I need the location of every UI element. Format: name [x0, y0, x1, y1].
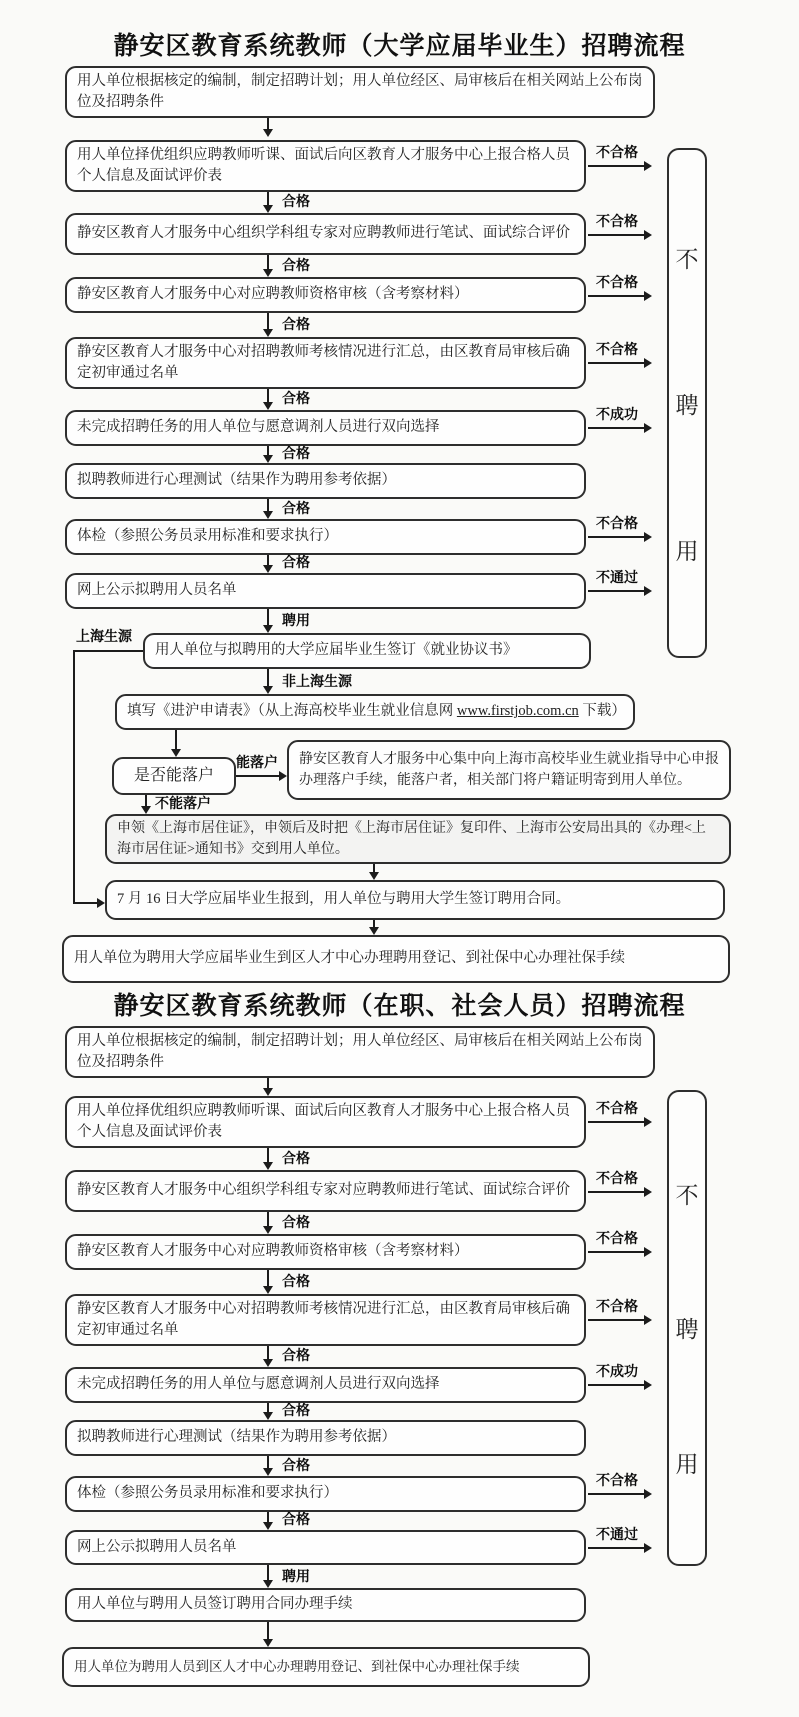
shanghai-origin-arrow: [73, 902, 97, 904]
form-url: www.firstjob.com.cn: [456, 703, 579, 720]
fail-arrow: [588, 536, 644, 538]
form-text-suffix: 下载）: [578, 703, 626, 720]
flow1-checkin-box: 7 月 16 日大学应届毕业生报到，用人单位与聘用大学生签订聘用合同。: [105, 880, 725, 920]
flow-arrow: [267, 1512, 269, 1523]
pass-label: 合格: [282, 500, 310, 516]
flow1-no-hire-box: [667, 148, 707, 658]
fail-arrow: [588, 1121, 644, 1123]
flow1-settle-yes-box: 静安区教育人才服务中心集中向上海市高校毕业生就业指导中心申报办理落户手续，能落户者，相关部门将户籍证明寄到用人单位。: [287, 740, 731, 800]
fail-label: 不合格: [596, 1230, 638, 1246]
fail-label: 不合格: [596, 144, 638, 160]
can-settle-label: 能落户: [236, 754, 278, 770]
flow-arrow: [267, 1456, 269, 1469]
pass-label: 合格: [282, 316, 310, 332]
unsuccessful-label: 不成功: [596, 1363, 638, 1379]
fail-label: 不合格: [596, 274, 638, 290]
fail-label: 不合格: [596, 1298, 638, 1314]
flow2-summary-box: 静安区教育人才服务中心对招聘教师考核情况进行汇总，由区教育局审核后确定初审通过名单: [65, 1294, 586, 1346]
flow-arrow: [267, 192, 269, 206]
fail-label: 不合格: [596, 1170, 638, 1186]
flow-arrow: [267, 1622, 269, 1640]
flow1-psych-test-box: 拟聘教师进行心理测试（结果作为聘用参考依据）: [65, 463, 586, 499]
flow-arrow: [267, 499, 269, 512]
flow2-title: 静安区教育系统教师（在职、社会人员）招聘流程: [113, 993, 686, 1020]
fail-arrow: [588, 1319, 644, 1321]
pass-label: 合格: [282, 445, 310, 461]
fail-arrow: [588, 1251, 644, 1253]
unsuccessful-label: 不成功: [596, 406, 638, 422]
shanghai-origin-label: 上海生源: [76, 628, 132, 644]
flow1-settle-question-box: 是否能落户: [112, 757, 236, 795]
flow-arrow: [267, 1148, 269, 1163]
flow1-hukou-form-box: [115, 694, 635, 730]
flow1-physical-exam-box: 体检（参照公务员录用标准和要求执行）: [65, 519, 586, 555]
pass-label: 合格: [282, 1511, 310, 1527]
flow2-evaluate-box: 静安区教育人才服务中心组织学科组专家对应聘教师进行笔试、面试综合评价: [65, 1170, 586, 1212]
hire-label: 聘用: [282, 612, 310, 628]
flow-arrow: [267, 1346, 269, 1360]
flow-arrow: [267, 1270, 269, 1287]
not-passed-label: 不通过: [596, 1526, 638, 1542]
flow2-plan-box: 用人单位根据核定的编制，制定招聘计划；用人单位经区、局审核后在相关网站上公布岗位及招聘条件: [65, 1026, 655, 1078]
fail-label: 不合格: [596, 1100, 638, 1116]
flow1-residence-permit-box: 申领《上海市居住证》，申领后及时把《上海市居住证》复印件、上海市公安局出具的《办理<上海市居住证>通知书》交到用人单位。: [105, 814, 731, 864]
no-hire-char: 不: [675, 1182, 699, 1208]
form-text-prefix: 填写《进沪申请表》（从上海高校毕业生就业信息网: [127, 703, 457, 720]
fail-arrow: [588, 362, 644, 364]
flow2-publicity-box: 网上公示拟聘用人员名单: [65, 1530, 586, 1565]
flow2-physical-exam-box: 体检（参照公务员录用标准和要求执行）: [65, 1476, 586, 1512]
no-hire-char: 用: [675, 538, 699, 564]
flow-arrow: [267, 1403, 269, 1413]
fail-arrow: [588, 295, 644, 297]
flow1-evaluate-box: 静安区教育人才服务中心组织学科组专家对应聘教师进行笔试、面试综合评价: [65, 213, 586, 255]
fail-arrow: [588, 1191, 644, 1193]
no-hire-char: 聘: [675, 1317, 699, 1343]
pass-label: 合格: [282, 1214, 310, 1230]
fail-arrow: [588, 1493, 644, 1495]
cannot-settle-label: 不能落户: [155, 795, 211, 811]
flow-arrow: [373, 864, 375, 873]
pass-label: 合格: [282, 257, 310, 273]
not-passed-arrow: [588, 590, 644, 592]
flow-arrow: [373, 920, 375, 928]
fail-arrow: [588, 165, 644, 167]
pass-label: 合格: [282, 390, 310, 406]
unsuccessful-arrow: [588, 427, 644, 429]
hire-label: 聘用: [282, 1568, 310, 1584]
fail-arrow: [588, 234, 644, 236]
flow-arrow: [267, 1078, 269, 1089]
fail-label: 不合格: [596, 213, 638, 229]
pass-label: 合格: [282, 1273, 310, 1289]
flow2-registration-box: 用人单位为聘用人员到区人才中心办理聘用登记、到社保中心办理社保手续: [62, 1647, 590, 1687]
flow-arrow: [267, 118, 269, 130]
flow2-qualification-box: 静安区教育人才服务中心对应聘教师资格审核（含考察材料）: [65, 1234, 586, 1270]
flow1-qualification-box: 静安区教育人才服务中心对应聘教师资格审核（含考察材料）: [65, 277, 586, 313]
shanghai-origin-line: [73, 650, 143, 652]
flow2-contract-box: 用人单位与聘用人员签订聘用合同办理手续: [65, 1588, 586, 1622]
flow-arrow: [175, 730, 177, 750]
pass-label: 合格: [282, 1402, 310, 1418]
flow1-agreement-box: 用人单位与拟聘用的大学应届毕业生签订《就业协议书》: [143, 633, 591, 669]
not-passed-label: 不通过: [596, 569, 638, 585]
flow-arrow: [267, 255, 269, 270]
fail-label: 不合格: [596, 515, 638, 531]
flow2-report-box: 用人单位择优组织应聘教师听课、面试后向区教育人才服务中心上报合格人员个人信息及面试评价表: [65, 1096, 586, 1148]
flow1-publicity-box: 网上公示拟聘用人员名单: [65, 573, 586, 609]
flow1-plan-box: 用人单位根据核定的编制，制定招聘计划；用人单位经区、局审核后在相关网站上公布岗位及招聘条件: [65, 66, 655, 118]
flow1-report-box: 用人单位择优组织应聘教师听课、面试后向区教育人才服务中心上报合格人员个人信息及面试评价表: [65, 140, 586, 192]
fail-label: 不合格: [596, 1472, 638, 1488]
flow2-no-hire-box: [667, 1090, 707, 1566]
flow1-summary-box: 静安区教育人才服务中心对招聘教师考核情况进行汇总，由区教育局审核后确定初审通过名单: [65, 337, 586, 389]
unsuccessful-arrow: [588, 1384, 644, 1386]
flow-arrow: [267, 446, 269, 456]
cannot-settle-arrow: [145, 795, 147, 807]
fail-label: 不合格: [596, 341, 638, 357]
not-passed-arrow: [588, 1547, 644, 1549]
flow-arrow: [267, 313, 269, 330]
flow2-psych-test-box: 拟聘教师进行心理测试（结果作为聘用参考依据）: [65, 1420, 586, 1456]
pass-label: 合格: [282, 554, 310, 570]
flow1-mutual-selection-box: 未完成招聘任务的用人单位与愿意调剂人员进行双向选择: [65, 410, 586, 446]
flow-arrow: [267, 1212, 269, 1227]
pass-label: 合格: [282, 1347, 310, 1363]
flow-arrow: [267, 555, 269, 566]
no-hire-char: 用: [675, 1452, 699, 1478]
flow-arrow: [267, 1565, 269, 1581]
pass-label: 合格: [282, 1150, 310, 1166]
flow-arrow: [267, 609, 269, 626]
non-shanghai-origin-label: 非上海生源: [282, 673, 352, 689]
flow1-registration-box: 用人单位为聘用大学应届毕业生到区人才中心办理聘用登记、到社保中心办理社保手续: [62, 935, 730, 983]
flow1-title: 静安区教育系统教师（大学应届毕业生）招聘流程: [113, 33, 686, 60]
shanghai-origin-line: [73, 650, 75, 903]
no-hire-char: 不: [675, 246, 699, 272]
no-hire-char: 聘: [675, 392, 699, 418]
flow-arrow: [267, 669, 269, 687]
pass-label: 合格: [282, 1457, 310, 1473]
flow-arrow: [267, 389, 269, 403]
pass-label: 合格: [282, 193, 310, 209]
can-settle-arrow: [236, 775, 279, 777]
flow2-mutual-selection-box: 未完成招聘任务的用人单位与愿意调剂人员进行双向选择: [65, 1367, 586, 1403]
